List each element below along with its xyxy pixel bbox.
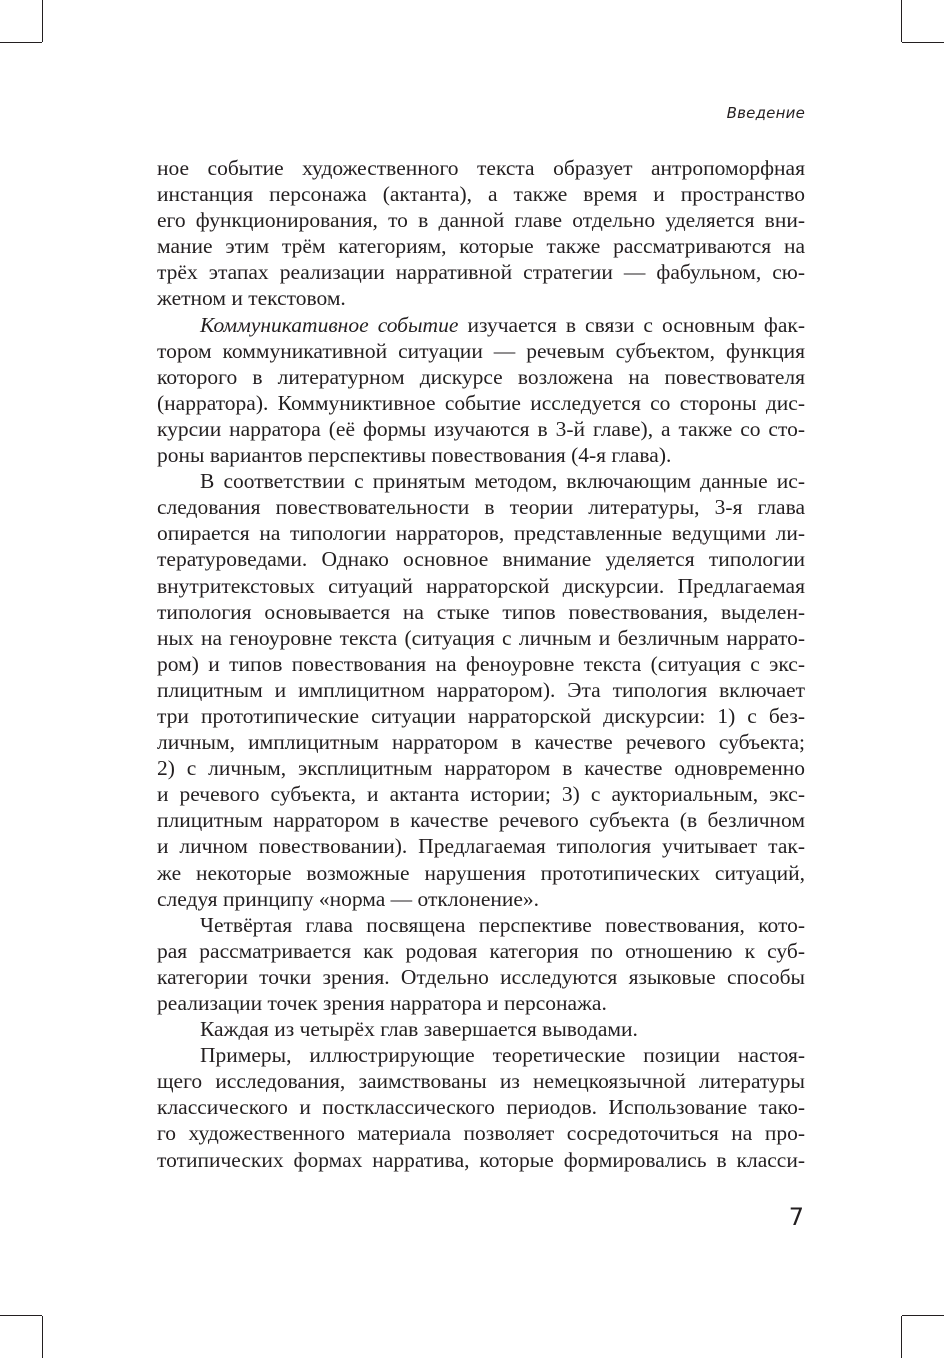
paragraph xyxy=(157,312,805,469)
text-line xyxy=(157,312,805,338)
crop-mark-bottom-right-h xyxy=(902,1315,944,1316)
text-line: инстанция персонажа (актанта), а также время и пространство xyxy=(157,182,805,207)
text-line: трёх этапах реализации нарративной стратегии — фабульном, сю- xyxy=(157,260,805,285)
text-line: плицитным нарратором в качестве речевого субъекта (в безличном xyxy=(157,808,805,833)
text-line: опирается на типологии нарраторов, представленные ведущими ли- xyxy=(157,521,805,546)
text-line: тотипических формах нарратива, которые формировались в класси- xyxy=(157,1147,805,1172)
text-line: жетном и текстовом. xyxy=(157,286,346,311)
text-line: щего исследования, заимствованы из немецкоязычной литературы xyxy=(157,1069,805,1094)
crop-mark-top-right-h xyxy=(902,42,944,43)
text-line: следуя принципу «норма — отклонение». xyxy=(157,886,540,911)
text-line: тературоведами. Однако основное внимание уделяется типологии xyxy=(157,547,805,572)
text-line: его функционирования, то в данной главе отдельно уделяется вни- xyxy=(157,208,805,233)
paragraph xyxy=(157,912,805,1016)
text-line: тором коммуникативной ситуации — речевым субъектом, функция xyxy=(157,338,805,363)
paragraph xyxy=(157,468,805,912)
crop-mark-top-left-v xyxy=(42,0,43,42)
text-line: и личном повествовании). Предлагаемая типология учитывает так- xyxy=(157,834,805,859)
text-line: типология основывается на стыке типов повествования, выделен- xyxy=(157,599,805,624)
text-line: В соответствии с принятым методом, включающим данные ис- xyxy=(200,469,805,494)
text-line: ное событие художественного текста образует антропоморфная xyxy=(157,156,805,180)
text-line: Примеры, иллюстрирующие теоретические позиции настоя- xyxy=(200,1043,805,1068)
text-line: го художественного материала позволяет сосредоточиться на про- xyxy=(157,1121,805,1146)
text-line: ром) и типов повествования на феноуровне текста (ситуация с экс- xyxy=(157,651,805,676)
crop-mark-top-left-h xyxy=(0,42,42,43)
text-line: плицитным и имплицитном нарратором). Эта типология включает xyxy=(157,677,805,702)
text-fragment: изучается в связи с основным фак- xyxy=(458,312,805,337)
paragraph xyxy=(157,155,805,312)
text-line: ных на геноуровне текста (ситуация с личным и безличным наррато- xyxy=(157,625,805,650)
text-line: реализации точек зрения нарратора и персонажа. xyxy=(157,991,607,1015)
text-line: внутритекстовых ситуаций нарраторской дискурсии. Предлагаемая xyxy=(157,573,805,598)
text-line: же некоторые возможные нарушения прототипических ситуаций, xyxy=(157,860,805,885)
italic-term: Коммуникативное событие xyxy=(200,312,459,337)
text-line: которого в литературном дискурсе возложена на повествователя xyxy=(157,364,805,389)
crop-mark-bottom-right-v xyxy=(901,1316,902,1358)
text-line: личным, имплицитным нарратором в качестве речевого субъекта; xyxy=(157,730,805,755)
text-line: следования повествовательности в теории литературы, 3-я глава xyxy=(157,495,805,520)
page-number: 7 xyxy=(788,1203,804,1231)
text-line: Каждая из четырёх глав завершается выводами. xyxy=(200,1017,638,1042)
body-text xyxy=(157,155,805,1173)
paragraph xyxy=(157,1042,805,1172)
text-line: категории точки зрения. Отдельно исследуются языковые способы xyxy=(157,964,805,989)
text-line: три прототипические ситуации нарраторской дискурсии: 1) с без- xyxy=(157,703,805,728)
crop-mark-bottom-left-v xyxy=(42,1316,43,1358)
text-line: 2) с личным, эксплицитным нарратором в качестве одновременно xyxy=(157,756,805,781)
text-line: роны вариантов перспективы повествования (4-я глава). xyxy=(157,443,672,468)
crop-mark-top-right-v xyxy=(901,0,902,42)
text-line: и речевого субъекта, и актанта истории; 3) с аукториальным, экс- xyxy=(157,782,805,807)
text-line: курсии нарратора (её формы изучаются в 3-й главе), а также со сто- xyxy=(157,416,805,441)
text-line: Четвёртая глава посвящена перспективе повествования, кото- xyxy=(200,912,805,937)
text-line: (нарратора). Коммуниктивное событие исследуется со стороны дис- xyxy=(157,390,805,415)
paragraph xyxy=(157,1016,805,1042)
text-line: рая рассматривается как родовая категория по отношению к суб- xyxy=(157,938,805,963)
text-line: мание этим трём категориям, которые также рассматриваются на xyxy=(157,234,805,259)
running-head: Введение xyxy=(726,104,805,122)
text-line: классического и постклассического периодов. Использование тако- xyxy=(157,1095,805,1120)
crop-mark-bottom-left-h xyxy=(0,1315,42,1316)
